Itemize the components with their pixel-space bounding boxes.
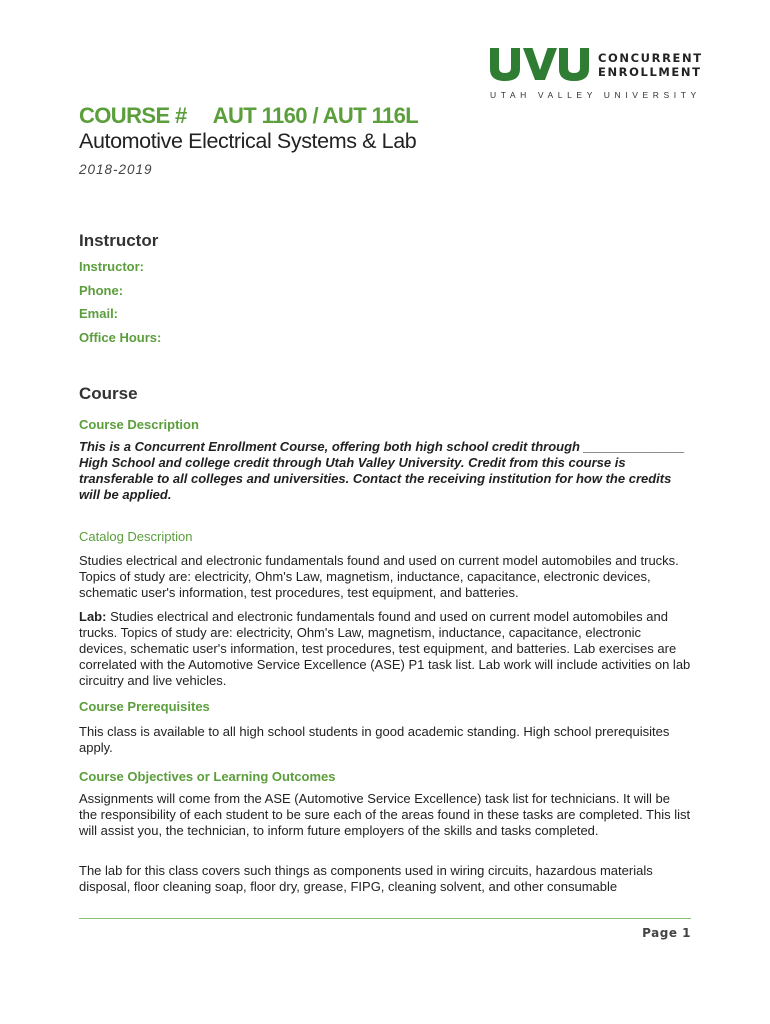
page-number: Page 1 [642, 926, 691, 940]
office-hours-field-label: Office Hours: [79, 330, 162, 345]
lab-description-text: Studies electrical and electronic fundamentals found and used on current model automobiles and trucks. Topics of study are: electricity, Ohm's Law, magnetism, inductance, capacitance, electronic devices, schematic user's information, test procedures, test equipment, and batteries. Lab exercises are correlated with the Automotive Service Excellence (ASE) P1 task list. Lab work will include activities on lab circuitry and live vehicles. [79, 609, 691, 688]
course-title: Automotive Electrical Systems & Lab [79, 129, 417, 153]
uvu-concurrent-enrollment-logo [490, 46, 703, 102]
course-objectives-text-2: The lab for this class covers such things as components used in wiring circuits, hazardous materials disposal, floor cleaning soap, floor dry, grease, FIPG, cleaning solvent, and other consumable [79, 863, 653, 894]
course-description-heading: Course Description [79, 417, 199, 432]
email-field-label: Email: [79, 306, 119, 321]
uvu-wordmark-icon [490, 46, 590, 82]
lab-label: Lab: [79, 609, 107, 624]
logo-line-2: ENROLLMENT [598, 65, 702, 79]
course-prerequisites-heading: Course Prerequisites [79, 699, 210, 714]
course-description-text: This is a Concurrent Enrollment Course, offering both high school credit through ______________ High School and college credit through Utah Valley University. Credit from this course is transferable to all colleges and universities. Contact the receiving institution for how the credits will be applied. [79, 439, 685, 502]
academic-year: 2018-2019 [79, 162, 153, 177]
phone-field-label: Phone: [79, 283, 124, 298]
lab-description [79, 609, 691, 689]
catalog-description-heading: Catalog Description [79, 529, 193, 544]
course-code-heading [79, 103, 418, 129]
footer-divider [79, 918, 691, 919]
instructor-field-label: Instructor: [79, 259, 144, 274]
catalog-description-text: Studies electrical and electronic fundamentals found and used on current model automobiles and trucks. Topics of study are: electricity, Ohm's Law, magnetism, inductance, capacitance, electronic devices, schematic user's information, test procedures, test equipment, and batteries. [79, 553, 679, 600]
course-objectives-heading: Course Objectives or Learning Outcomes [79, 769, 336, 784]
course-objectives-text-1: Assignments will come from the ASE (Automotive Service Excellence) task list for technicians. It will be the responsibility of each student to be sure each of the areas found in these tasks are completed. This list will assist you, the technician, to inform future employers of the skills and tasks completed. [79, 791, 691, 838]
course-section-heading: Course [79, 384, 138, 403]
logo-text [598, 51, 703, 79]
instructor-section-heading: Instructor [79, 231, 159, 250]
course-number: AUT 1160 / AUT 116L [212, 103, 419, 128]
course-prerequisites-text: This class is available to all high school students in good academic standing. High school prerequisites apply. [79, 724, 670, 755]
logo-subtitle: UTAH VALLEY UNIVERSITY [490, 90, 701, 100]
logo-line-1: CONCURRENT [598, 51, 703, 65]
course-label: COURSE # [79, 103, 187, 128]
